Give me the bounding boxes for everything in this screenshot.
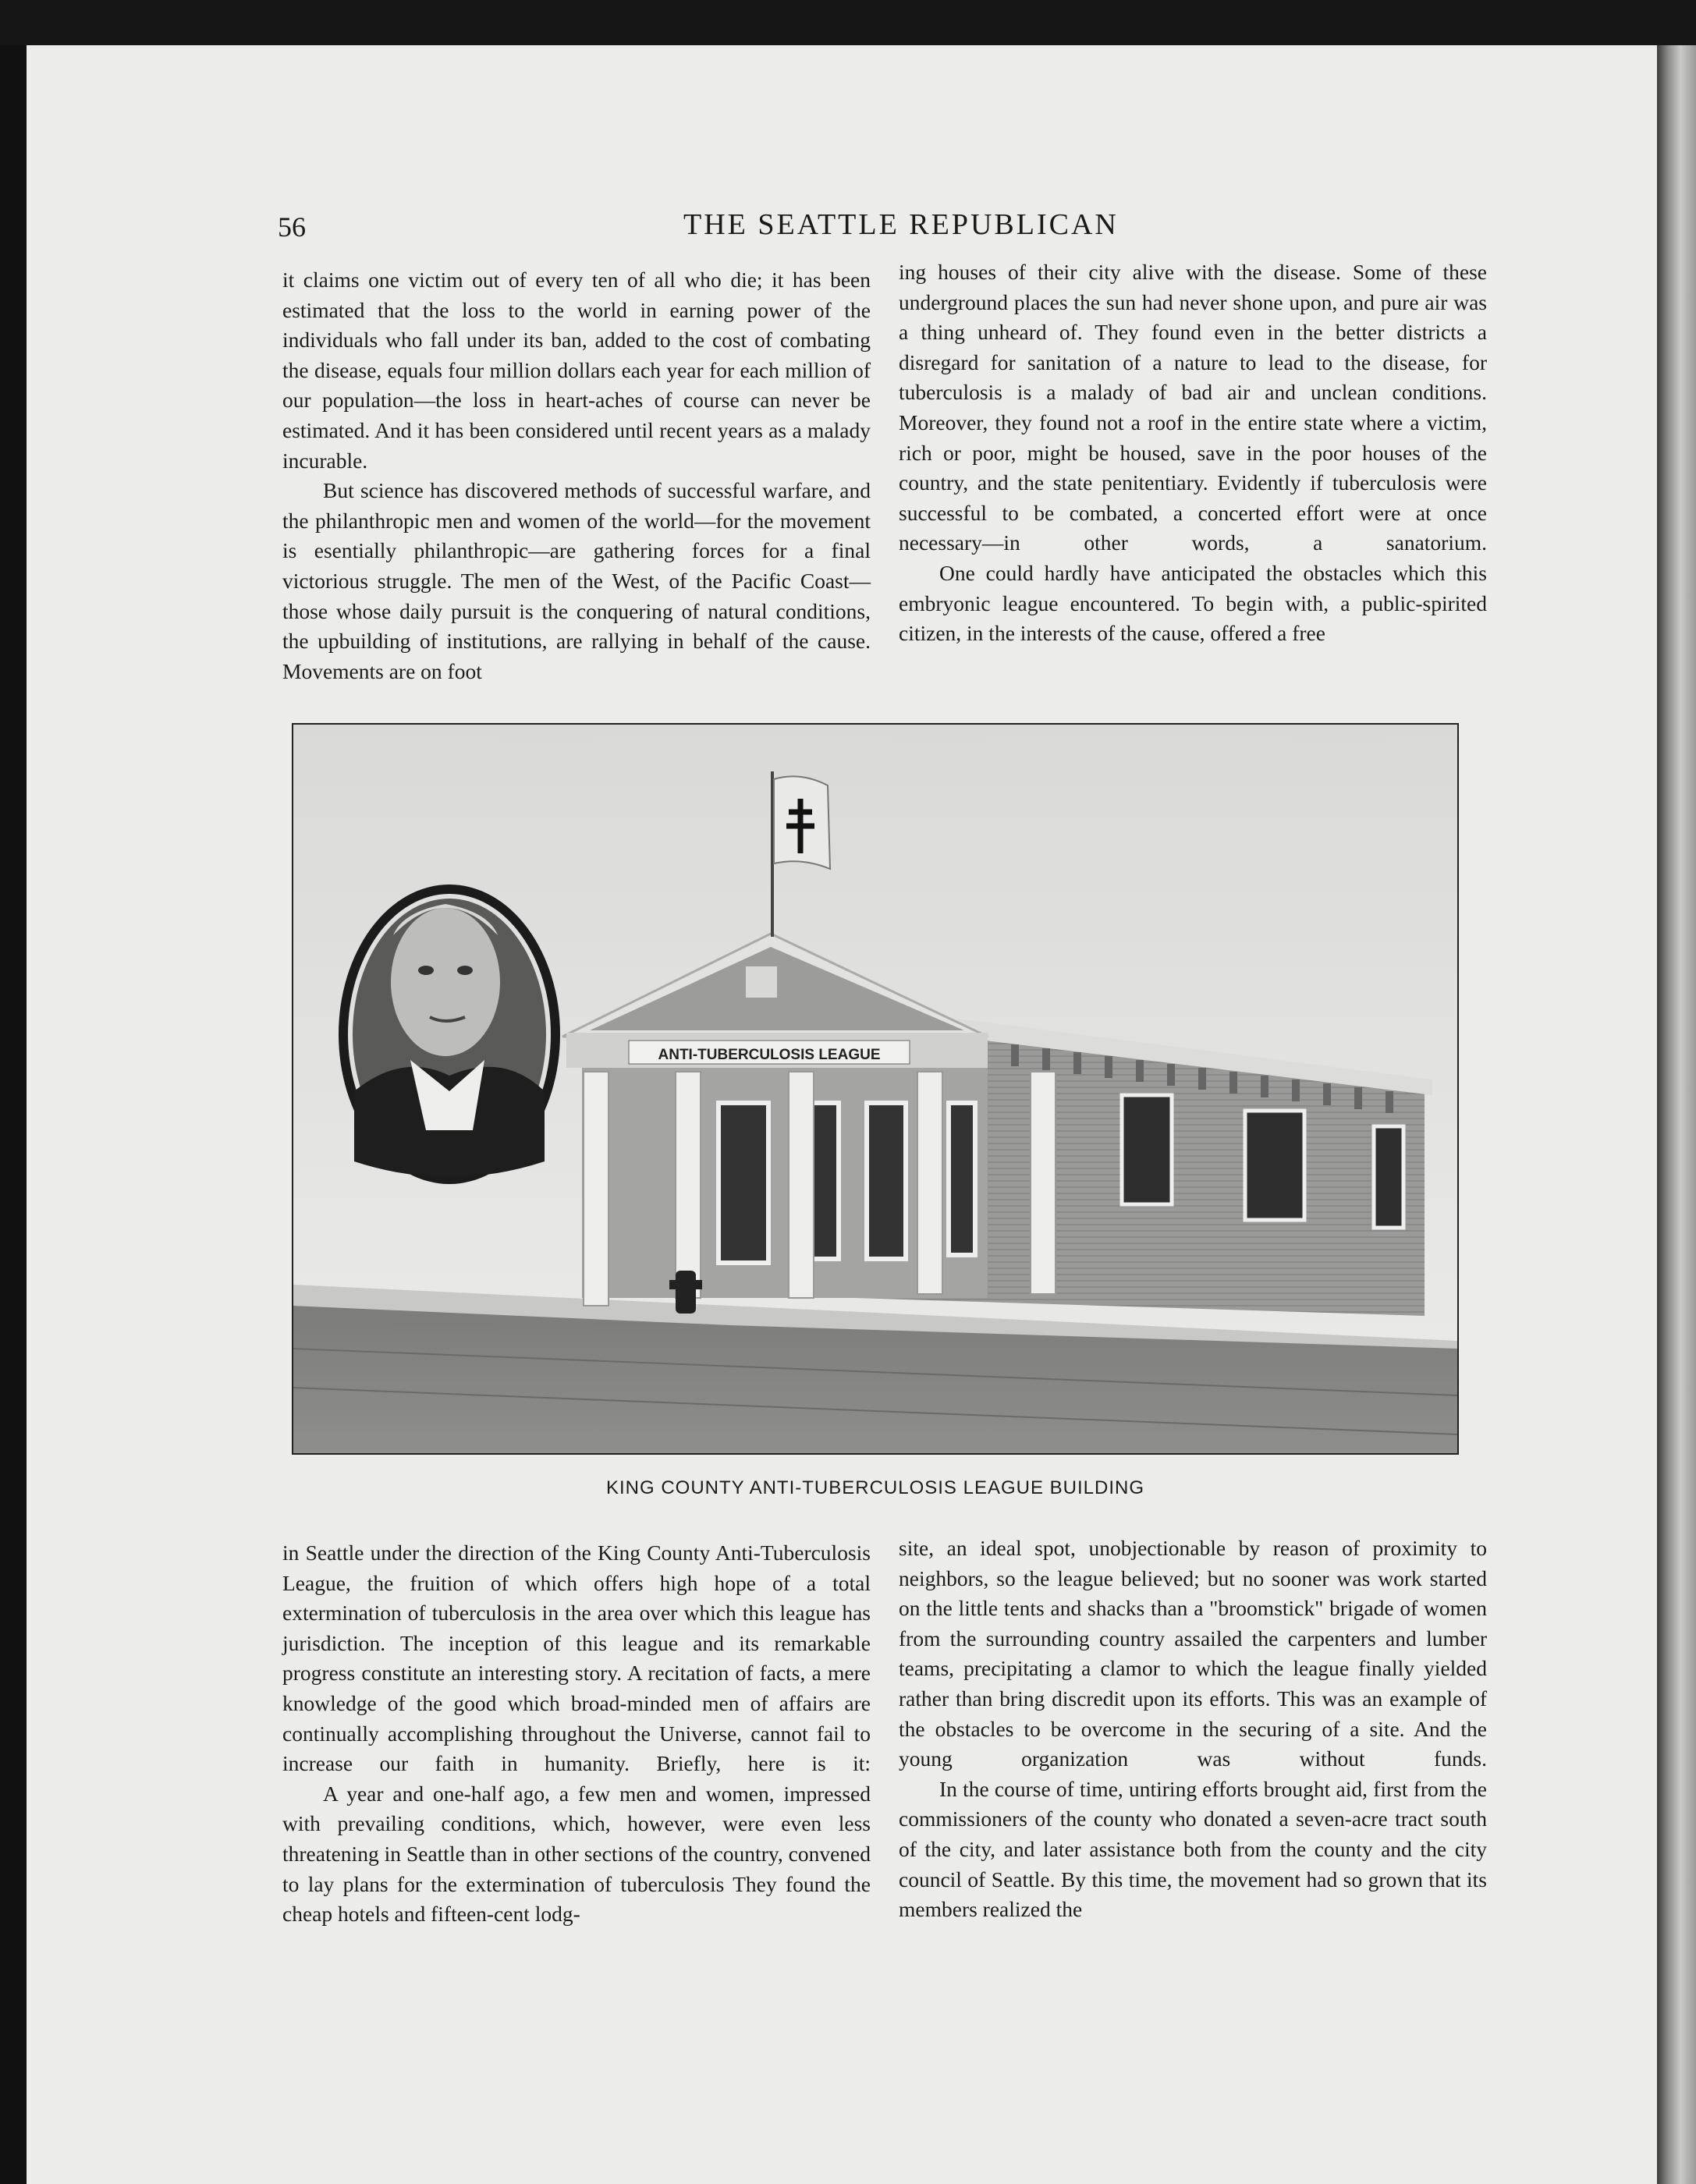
column-top-left — [282, 265, 871, 686]
paragraph: In the course of time, untiring efforts brought aid, first from the commissioners of the county who donated a seven-acre tract south of the city, and later assistance both from the county and the city council of Seattle. By this time, the movement had so grown that its members realized the — [899, 1776, 1487, 1922]
paragraph: site, an ideal spot, unobjectionable by reason of proximity to neighbors, so the league believed; but no sooner was work started on the little tents and shacks than a "broomstick" brigade of women from the surrounding country assailed the carpenters and lumber teams, precipitating a clamor to which the league finally yielded rather than bring discredit upon its efforts. This was an example of the obstacles to be overcome in the securing of a site. And the young organization was without funds. — [899, 1536, 1487, 1771]
column-top-right — [899, 257, 1487, 649]
paragraph: in Seattle under the direction of the King County Anti-Tuberculosis League, the fruition of which offers high hope of a total extermination of tuberculosis in the area over which this league has jurisdiction. The inception of this league and its remarkable progress constitute an interesting story. A recitation of facts, a mere knowledge of the good which broad-minded men of affairs are continually accomplishing throughout the Universe, cannot fail to increase our faith in humanity. Briefly, here is it: — [282, 1540, 871, 1776]
column-bottom-left — [282, 1538, 871, 1930]
fire-hydrant — [676, 1271, 696, 1314]
scan-background — [0, 0, 1696, 45]
page-edge — [1657, 45, 1696, 2184]
building-illustration — [293, 725, 1457, 1453]
portrait-medallion — [339, 885, 560, 1184]
photo-caption: KING COUNTY ANTI-TUBERCULOSIS LEAGUE BUILDING — [605, 1477, 1144, 1498]
building-sign: ANTI-TUBERCULOSIS LEAGUE — [658, 1047, 881, 1063]
page-number: 56 — [278, 211, 306, 243]
paragraph: it claims one victim out of every ten of all who die; it has been estimated that the loss to the world in earning power of the individuals who fall under its ban, added to the cost of combating the disease, equals four million dollars each year for each million of our population—the loss in heart-aches of course can never be estimated. And it has been considered until recent years as a malady incurable. — [282, 268, 871, 473]
paragraph: One could hardly have anticipated the obstacles which this embryonic league encountered. To begin with, a public-spirited citizen, in the interests of the cause, offered a free — [899, 560, 1487, 646]
paragraph: But science has discovered methods of successful warfare, and the philanthropic men and women of the world—for the movement is esentially philanthropic—are gathering forces for a final victorious struggle. The men of the West, of the Pacific Coast—those whose daily pursuit is the conquering of natural conditions, the upbuilding of institutions, are rallying in behalf of the cause. Movements are on foot — [282, 478, 871, 683]
publication-title: THE SEATTLE REPUBLICAN — [683, 208, 1119, 241]
paragraph: ing houses of their city alive with the disease. Some of these underground places the sun had never shone upon, and pure air was a thing unheard of. They found even in the better districts a disregard for sanitation of a nature to lead to the disease, for tuberculosis is a malady of bad air and unclean conditions. Moreover, they found not a roof in the entire state where a victim, rich or poor, might be housed, save in the poor houses of the country, and the state penitentiary. Evidently if tuberculosis were successful to be combated, a concerted effort were at once necessary—in other words, a sanatorium. — [899, 260, 1487, 555]
paragraph: A year and one-half ago, a few men and women, impressed with prevailing conditions, which, however, were even less threatening in Seattle than in other sections of the country, convened to lay plans for the extermination of tuberculosis They found the cheap hotels and fifteen-cent lodg- — [282, 1781, 871, 1927]
column-bottom-right — [899, 1533, 1487, 1925]
building-photograph — [292, 723, 1459, 1455]
